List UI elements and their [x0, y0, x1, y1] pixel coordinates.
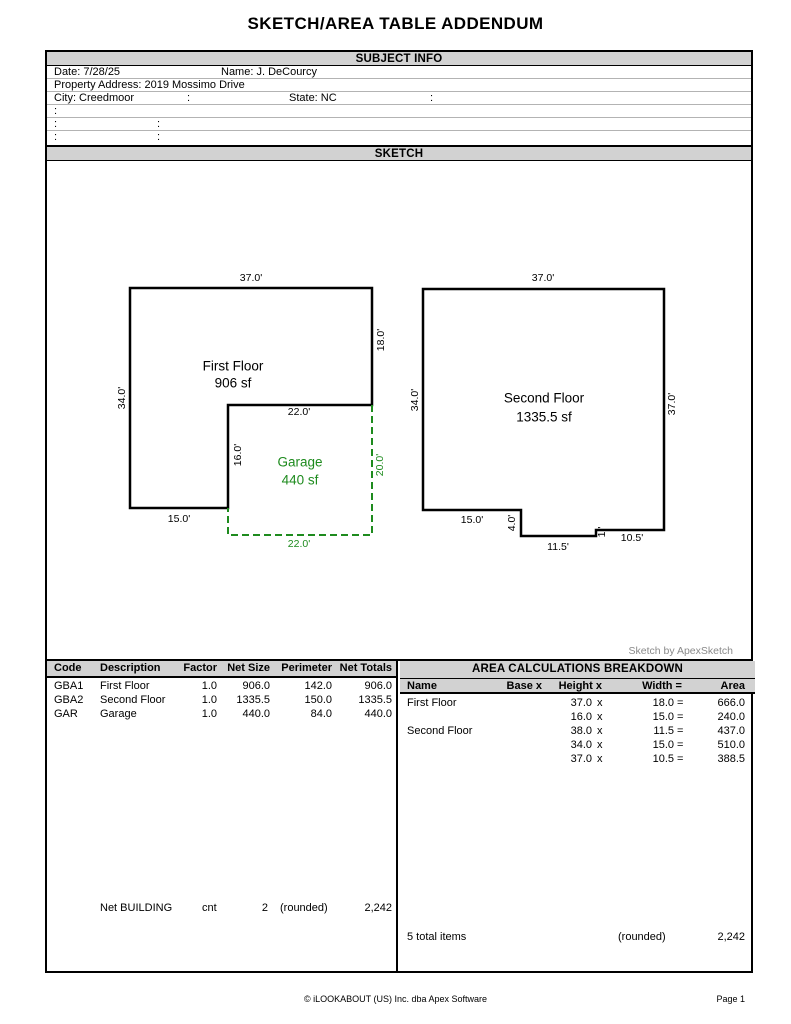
dim-label-sf-left: 34.0'	[409, 388, 421, 412]
dim-label-ff-inner-height: 16.0'	[232, 443, 244, 467]
table-cell: =	[677, 725, 684, 737]
page-title: SKETCH/AREA TABLE ADDENDUM	[247, 14, 544, 33]
area-label-garage: 440 sf	[281, 472, 319, 488]
table-cell: 142.0	[304, 680, 332, 692]
header-width: Width =	[642, 680, 682, 692]
table-cell: =	[677, 739, 684, 751]
dim-label-sf-b105: 10.5'	[620, 532, 644, 544]
field-date: Date: 7/28/25	[54, 66, 121, 78]
table-cell: 1335.5	[358, 694, 392, 706]
section-tables	[45, 661, 753, 973]
header-factor: Factor	[183, 662, 217, 674]
table-cell: =	[677, 697, 684, 709]
footer-page-number: Page 1	[716, 994, 745, 1004]
table-cell: 84.0	[310, 708, 332, 720]
table-cell: 34.0	[570, 739, 592, 751]
rounded-label: (rounded)	[618, 931, 666, 943]
section-sketch	[45, 147, 753, 661]
breakdown-row	[400, 738, 755, 752]
subject-row	[47, 131, 751, 144]
table-cell: 38.0	[570, 725, 592, 737]
net-building-total: 2,242	[364, 902, 392, 914]
colon-separator: :	[430, 92, 434, 105]
table-cell: 906.0	[364, 680, 392, 692]
table-cell: 15.0	[652, 739, 674, 751]
colon-separator: :	[187, 92, 191, 105]
table-cell: 1335.5	[236, 694, 270, 706]
net-building-label: Net BUILDING	[100, 902, 173, 914]
header-net-size: Net Size	[227, 662, 270, 674]
table-cell: 16.0	[570, 711, 592, 723]
breakdown-total: 2,242	[717, 931, 745, 943]
dim-label-ff-top: 37.0'	[239, 272, 263, 284]
table-row	[47, 707, 396, 721]
table-cell: 18.0	[652, 697, 674, 709]
table-cell: Second Floor	[100, 694, 166, 706]
table-cell: x	[597, 739, 603, 751]
header-base: Base x	[506, 680, 542, 692]
header-net-totals: Net Totals	[339, 662, 392, 674]
table-cell: 1.0	[201, 694, 217, 706]
net-building-row	[47, 901, 396, 915]
header-height: Height x	[558, 680, 602, 692]
first-floor-outline	[130, 288, 372, 508]
breakdown-row	[400, 724, 755, 738]
breakdown-row	[400, 710, 755, 724]
table-row	[47, 679, 396, 693]
dim-label-garage-bottom: 22.0'	[287, 538, 311, 550]
header-area: Area	[720, 680, 745, 692]
dim-label-sf-right: 37.0'	[666, 392, 678, 416]
table-cell: First Floor	[100, 680, 150, 692]
dim-label-ff-inner-width: 22.0'	[287, 406, 311, 418]
footer-copyright: © iLOOKABOUT (US) Inc. dba Apex Software	[303, 994, 488, 1004]
floor-label-first: First Floor	[202, 358, 264, 374]
header-perimeter: Perimeter	[281, 662, 332, 674]
table-cell: x	[597, 711, 603, 723]
table-cell: 1.0	[201, 680, 217, 692]
table-cell: 15.0	[652, 711, 674, 723]
dim-label-sf-top: 37.0'	[531, 272, 555, 284]
area-label-first: 906 sf	[214, 375, 252, 391]
colon-separator: :	[54, 118, 58, 131]
area-label-second: 1335.5 sf	[516, 409, 572, 425]
table-cell: 440.0	[364, 708, 392, 720]
table-cell: =	[677, 711, 684, 723]
subject-row	[47, 118, 751, 131]
table-cell: x	[597, 753, 603, 765]
breakdown-header	[400, 679, 755, 694]
breakdown-title: AREA CALCULATIONS BREAKDOWN	[400, 661, 755, 679]
subject-row	[47, 66, 751, 79]
table-cell: 1.0	[201, 708, 217, 720]
table-cell: 240.0	[717, 711, 745, 723]
dim-label-ff-right: 18.0'	[375, 328, 387, 352]
area-table	[47, 661, 398, 971]
floor-label-garage: Garage	[277, 454, 323, 470]
colon-separator: :	[54, 131, 58, 144]
colon-separator: :	[157, 131, 161, 144]
breakdown-row	[400, 696, 755, 710]
table-row	[47, 693, 396, 707]
floorplan-canvas	[47, 147, 751, 642]
header-code: Code	[54, 662, 82, 674]
breakdown-row	[400, 752, 755, 766]
field-property-address: Property Address: 2019 Mossimo Drive	[54, 79, 245, 92]
table-cell: GBA1	[54, 680, 84, 692]
field-state: State: NC	[289, 92, 337, 105]
table-cell: x	[597, 697, 603, 709]
subject-row	[47, 105, 751, 118]
table-cell: 11.5	[653, 725, 674, 737]
dim-label-ff-left: 34.0'	[116, 386, 128, 410]
table-cell: 10.5	[652, 753, 674, 765]
dim-label-sf-b115: 11.5'	[547, 541, 569, 553]
dim-label-garage-right: 20.0'	[374, 453, 386, 477]
rounded-label: (rounded)	[280, 902, 328, 914]
header-description: Description	[100, 662, 161, 674]
section-subject-info	[45, 50, 753, 147]
table-cell: GBA2	[54, 694, 84, 706]
table-cell: 37.0	[570, 753, 592, 765]
table-cell: 150.0	[304, 694, 332, 706]
table-cell: First Floor	[407, 697, 457, 709]
table-cell: 388.5	[717, 753, 745, 765]
table-cell: 906.0	[242, 680, 270, 692]
table-cell: 37.0	[570, 697, 592, 709]
floor-label-second: Second Floor	[503, 390, 585, 406]
table-cell: x	[597, 725, 603, 737]
cnt-value: 2	[261, 902, 268, 914]
table-cell: GAR	[54, 708, 78, 720]
subject-info-header: SUBJECT INFO	[47, 52, 751, 66]
cnt-label: cnt	[202, 902, 217, 914]
colon-separator: :	[157, 118, 161, 131]
field-name: Name: J. DeCourcy	[221, 66, 317, 78]
dim-label-sf-b4: 4.0'	[506, 514, 518, 532]
table-cell: 510.0	[717, 739, 745, 751]
garage-outline	[228, 405, 372, 535]
subject-row	[47, 79, 751, 92]
table-cell: =	[677, 753, 684, 765]
total-items-label: 5 total items	[407, 931, 467, 943]
subject-row	[47, 92, 751, 105]
total-items-row	[400, 930, 755, 944]
dim-label-sf-b1: 1.'	[596, 526, 608, 538]
table-cell: Second Floor	[407, 725, 473, 737]
field-city: City: Creedmoor	[54, 92, 135, 105]
sketch-header: SKETCH	[47, 147, 751, 161]
table-cell: Garage	[100, 708, 137, 720]
colon-separator: :	[54, 105, 58, 118]
dim-label-ff-bottom: 15.0'	[167, 513, 191, 525]
header-name: Name	[407, 680, 437, 692]
breakdown-table	[400, 661, 755, 971]
table-cell: 440.0	[242, 708, 270, 720]
sketch-credit: Sketch by ApexSketch	[628, 645, 733, 657]
dim-label-sf-b15: 15.0'	[460, 514, 484, 526]
area-table-header	[47, 661, 396, 678]
table-cell: 666.0	[717, 697, 745, 709]
table-cell: 437.0	[717, 725, 745, 737]
